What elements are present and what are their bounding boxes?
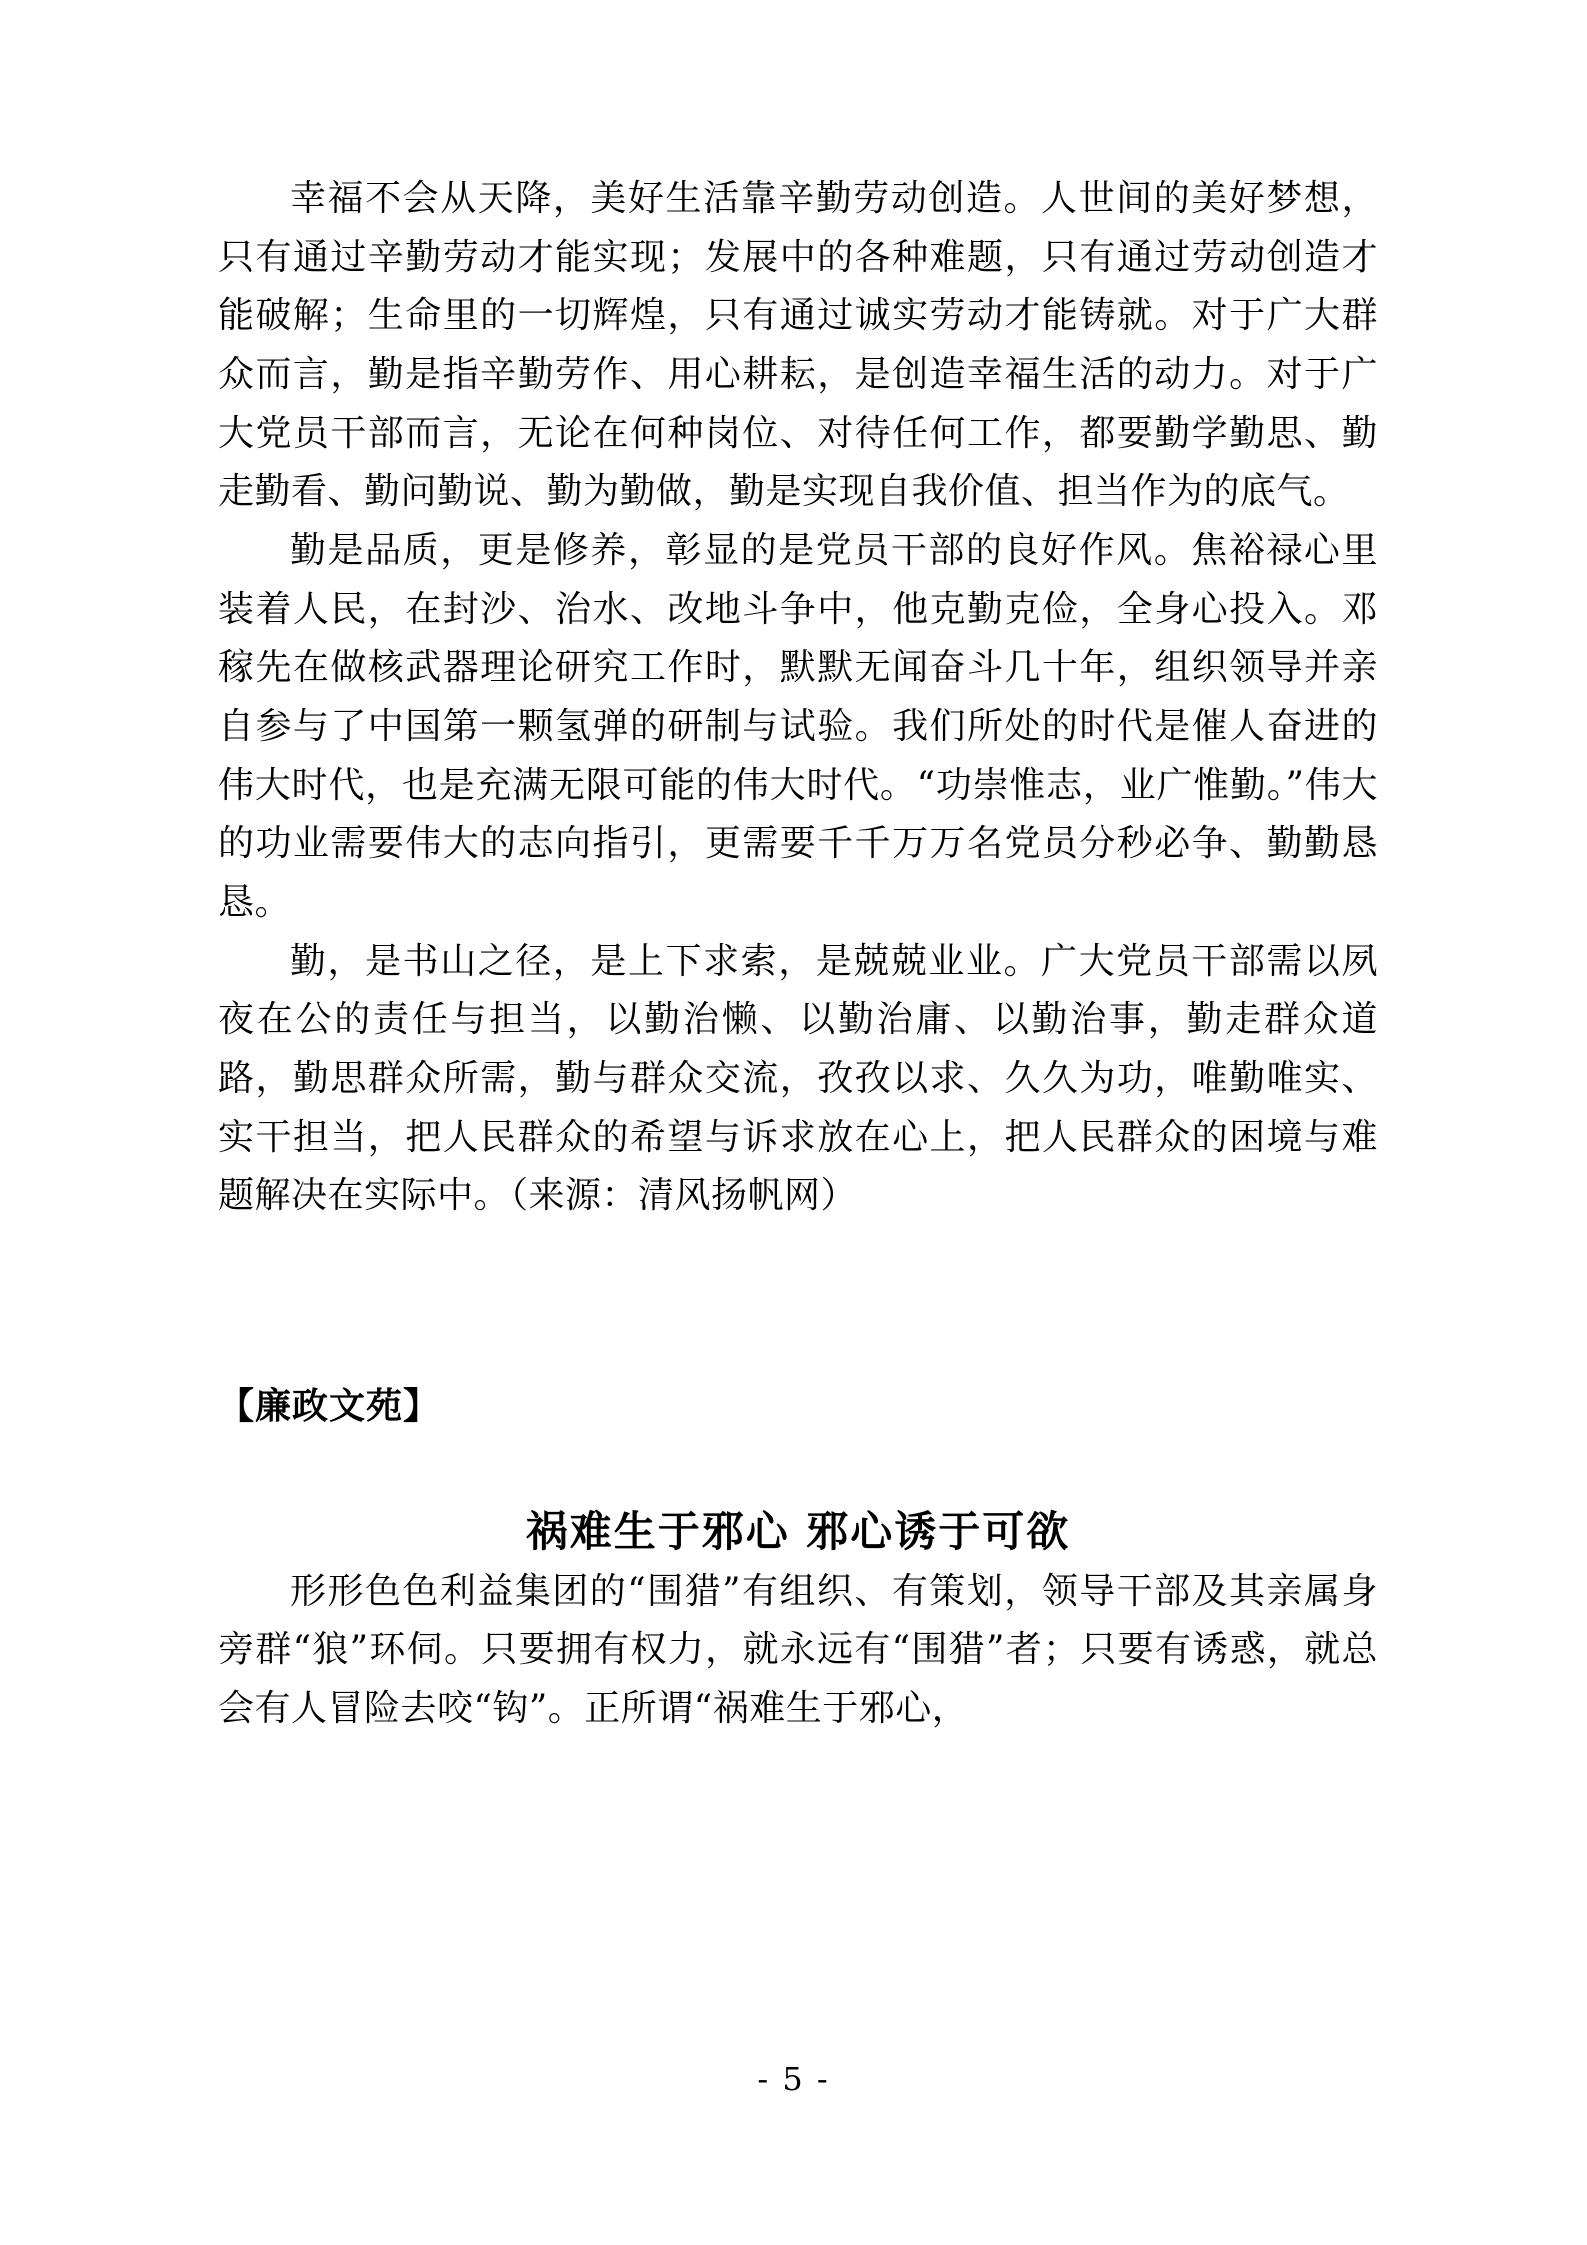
paragraph-2: 勤是品质，更是修养，彰显的是党员干部的良好作风。焦裕禄心里装着人民，在封沙、治水、改地斗争中，他克勤克俭，全身心投入。邓稼先在做核武器理论研究工作时，默默无闻奋斗几十年，组织领导并亲自参与了中国第一颗氢弹的研制与试验。我们所处的时代是催人奋进的伟大时代，也是充满无限可能的伟大时代。“功崇惟志，业广惟勤。”伟大的功业需要伟大的志向指引，更需要千千万万名党员分秒必争、勤勤恳恳。 bbox=[218, 530, 1378, 924]
paragraph-3: 勤，是书山之径，是上下求索，是兢兢业业。广大党员干部需以夙夜在公的责任与担当，以勤治懒、以勤治庸、以勤治事，勤走群众道路，勤思群众所需，勤与群众交流，孜孜以求、久久为功，唯勤唯实、实干担当，把人民群众的希望与诉求放在心上，把人民群众的困境与难题解决在实际中。（来源：清风扬帆网） bbox=[218, 940, 1378, 1217]
paragraph-1: 幸福不会从天降，美好生活靠辛勤劳动创造。人世间的美好梦想，只有通过辛勤劳动才能实现；发展中的各种难题，只有通过劳动创造才能破解；生命里的一切辉煌，只有通过诚实劳动才能铸就。对于广大群众而言，勤是指辛勤劳作、用心耕耘，是创造幸福生活的动力。对于广大党员干部而言，无论在何种岗位、对待任何工作，都要勤学勤思、勤走勤看、勤问勤说、勤为勤做，勤是实现自我价值、担当作为的底气。 bbox=[218, 178, 1378, 513]
article-title: 祸难生于邪心 邪心诱于可欲 bbox=[525, 1506, 1071, 1556]
section-heading: 【廉政文苑】 bbox=[218, 1385, 441, 1428]
article-paragraph-1: 形形色色利益集团的“围猎”有组织、有策划，领导干部及其亲属身旁群“狼”环伺。只要拥有权力，就永远有“围猎”者；只要有诱惑，就总会有人冒险去咬“钩”。正所谓“祸难生于邪心， bbox=[218, 1570, 1378, 1730]
page-number: - 5 - bbox=[757, 2060, 830, 2098]
page-content bbox=[218, 170, 1378, 1739]
